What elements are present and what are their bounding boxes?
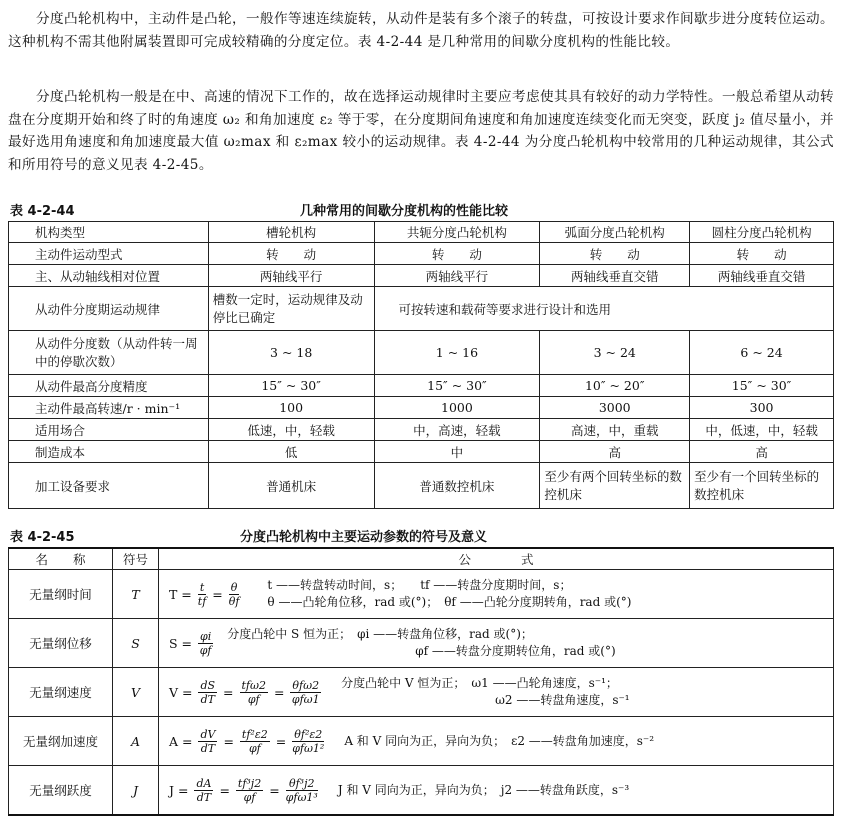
row-label: 加工设备要求 xyxy=(9,463,209,509)
denominator: dT xyxy=(196,790,212,804)
formula-cell xyxy=(159,570,834,619)
denominator: θf xyxy=(228,594,240,608)
fraction xyxy=(229,581,240,608)
table-cell: 中，低速，中，轻载 xyxy=(690,419,834,441)
numerator: θf³j2 xyxy=(286,777,318,791)
table-row xyxy=(9,331,834,375)
table-cell: 槽数一定时，运动规律及动停比已确定 xyxy=(208,287,374,331)
param-symbol: S xyxy=(113,619,159,668)
table-cell: 高速，中，重载 xyxy=(540,419,690,441)
description-line: θ ——凸轮角位移，rad 或(°)； θf ——凸轮分度期转角，rad 或(°) xyxy=(267,595,632,609)
intro-paragraph-1: 分度凸轮机构中，主动件是凸轮，一般作等速连续旋转，从动件是装有多个滚子的转盘，可按设计要求作间歇步进分度转位运动。这种机构不需其他附属装置即可完成较精确的分度定位。表 4-2-44 是几种常用的间歇分度机构的性能比较。 xyxy=(8,11,834,50)
formula-cell xyxy=(159,717,834,766)
numerator: dS xyxy=(200,678,216,692)
fraction xyxy=(236,777,263,804)
formula-description xyxy=(227,626,615,660)
denominator: φf xyxy=(199,643,212,657)
header-cell: 公 式 xyxy=(159,548,834,570)
param-symbol: V xyxy=(113,668,159,717)
description-line: φf ——转盘分度期转位角，rad 或(°) xyxy=(415,644,616,658)
formula-lhs: V = xyxy=(169,684,193,700)
numerator: φi xyxy=(200,629,212,643)
row-label: 制造成本 xyxy=(9,441,209,463)
header-cell: 圆柱分度凸轮机构 xyxy=(690,222,834,243)
table-row xyxy=(9,441,834,463)
formula-lhs: A = xyxy=(169,733,193,749)
numerator: θ xyxy=(229,581,240,595)
table45-title: 分度凸轮机构中主要运动参数的符号及意义 xyxy=(240,530,488,545)
table-cell: 可按转速和载荷等要求进行设计和选用 xyxy=(374,287,833,331)
table-cell: 转 动 xyxy=(540,243,690,265)
fraction xyxy=(240,679,268,706)
table-row xyxy=(9,243,834,265)
table-row xyxy=(9,463,834,509)
formula-description xyxy=(267,577,631,611)
equals-sign: = xyxy=(275,733,287,749)
equals-sign: = xyxy=(212,586,223,602)
numerator: θfω2 xyxy=(292,678,320,692)
header-cell: 槽轮机构 xyxy=(208,222,374,243)
table-cell: 15″ ~ 30″ xyxy=(374,375,540,397)
table-cell: 中，高速，轻载 xyxy=(374,419,540,441)
row-label: 主动件最高转速/r · min⁻¹ xyxy=(9,397,209,419)
table-row xyxy=(9,419,834,441)
table-cell: 低 xyxy=(208,441,374,463)
fraction xyxy=(286,777,318,804)
denominator: φfω1² xyxy=(292,741,325,755)
fraction xyxy=(194,777,213,804)
table-cell: 两轴线垂直交错 xyxy=(540,265,690,287)
description-line: 分度凸轮中 S 恒为正； φi ——转盘角位移，rad 或(°)； xyxy=(227,627,533,641)
param-symbol: T xyxy=(113,570,159,619)
equals-sign: = xyxy=(223,684,234,700)
param-symbol: J xyxy=(113,766,159,816)
table-cell: 100 xyxy=(208,397,374,419)
table-cell: 10″ ~ 20″ xyxy=(540,375,690,397)
table-cell: 6 ~ 24 xyxy=(690,331,834,375)
table-row xyxy=(9,570,834,619)
table-row xyxy=(9,265,834,287)
table-cell: 至少有一个回转坐标的数控机床 xyxy=(690,463,834,509)
table44-title: 几种常用的间歇分度机构的性能比较 xyxy=(300,204,509,219)
denominator: φf xyxy=(248,741,261,755)
table-cell: 300 xyxy=(690,397,834,419)
numerator: t xyxy=(198,581,207,595)
row-label: 从动件分度期运动规律 xyxy=(9,287,209,331)
formula-lhs: J = xyxy=(169,782,189,798)
table-row xyxy=(9,287,834,331)
denominator: φf xyxy=(243,790,256,804)
formula-description xyxy=(344,733,654,750)
table-cell: 低速，中，轻载 xyxy=(208,419,374,441)
table-cell: 1000 xyxy=(374,397,540,419)
description-line: ω2 ——转盘角速度，s⁻¹ xyxy=(495,693,630,707)
comparison-table xyxy=(8,221,834,509)
numerator: θf²ε2 xyxy=(292,728,324,742)
fraction xyxy=(290,679,321,706)
denominator: dT xyxy=(200,692,215,706)
table-cell: 两轴线平行 xyxy=(208,265,374,287)
denominator: φfω1³ xyxy=(285,790,318,804)
table-cell: 高 xyxy=(540,441,690,463)
formula-cell xyxy=(159,766,834,816)
header-cell: 符号 xyxy=(113,548,159,570)
header-cell: 机构类型 xyxy=(9,222,209,243)
formula-description xyxy=(338,782,629,799)
numerator: dV xyxy=(200,727,216,741)
table-row xyxy=(9,668,834,717)
row-label: 主动件运动型式 xyxy=(9,243,209,265)
table-cell: 至少有两个回转坐标的数控机床 xyxy=(540,463,690,509)
param-name: 无量纲加速度 xyxy=(9,717,113,766)
header-cell: 名 称 xyxy=(9,548,113,570)
table-row xyxy=(9,375,834,397)
description-line: J 和 V 同向为正，异向为负； j2 ——转盘角跃度，s⁻³ xyxy=(337,782,630,797)
description-line: 分度凸轮中 V 恒为正； ω1 ——凸轮角速度，s⁻¹； xyxy=(341,676,618,690)
intro-paragraph-2: 分度凸轮机构一般是在中、高速的情况下工作的，故在选择运动规律时主要应考虑使其具有较好的动力学特性。一般总希望从动转盘在分度期开始和终了时的角速度 ω₂ 和角加速度 ε₂ 等于零，在分度期间角速度和角加速度连续变化而无突变，跃度 j₂ 值尽量小，并最好选用角速度和角加速度最大值 ω₂max 和 ε₂max 较小的运动规律。表 4-2-44 为分度凸轮机构中较常用的几种运动规律，其公式和所用符号的意义见表 4-2-45。 xyxy=(8,89,834,173)
formula-lhs: S = xyxy=(169,635,193,651)
param-name: 无量纲时间 xyxy=(9,570,113,619)
table-cell: 1 ~ 16 xyxy=(374,331,540,375)
table45-label: 表 4-2-45 xyxy=(10,530,75,545)
table-header-row xyxy=(9,548,834,570)
table-cell: 15″ ~ 30″ xyxy=(690,375,834,397)
table-cell: 转 动 xyxy=(690,243,834,265)
description-line: A 和 V 同向为正，异向为负； ε2 ——转盘角加速度，s⁻² xyxy=(344,733,655,748)
table-cell: 普通数控机床 xyxy=(374,463,540,509)
row-label: 从动件分度数（从动件转一周中的停歇次数） xyxy=(9,331,209,375)
header-cell: 共轭分度凸轮机构 xyxy=(374,222,540,243)
formula-description xyxy=(341,675,630,709)
table-cell: 两轴线平行 xyxy=(374,265,540,287)
numerator: tf²ε2 xyxy=(241,727,268,741)
equals-sign: = xyxy=(273,684,285,700)
table-cell: 转 动 xyxy=(208,243,374,265)
denominator: tf xyxy=(197,594,207,608)
formula-cell xyxy=(159,668,834,717)
equals-sign: = xyxy=(219,782,230,798)
param-name: 无量纲速度 xyxy=(9,668,113,717)
denominator: dT xyxy=(200,741,216,755)
table-cell: 两轴线垂直交错 xyxy=(690,265,834,287)
fraction xyxy=(292,728,324,755)
param-symbol: A xyxy=(113,717,159,766)
fraction xyxy=(198,630,213,657)
table-row xyxy=(9,619,834,668)
table-cell: 高 xyxy=(690,441,834,463)
row-label: 适用场合 xyxy=(9,419,209,441)
table-cell: 3 ~ 24 xyxy=(540,331,690,375)
table-cell: 转 动 xyxy=(374,243,540,265)
denominator: φf xyxy=(247,692,260,706)
table-cell: 3 ~ 18 xyxy=(208,331,374,375)
formula-lhs: T = xyxy=(169,586,192,602)
param-name: 无量纲位移 xyxy=(9,619,113,668)
table-header-row xyxy=(9,222,834,243)
fraction xyxy=(240,728,270,755)
row-label: 从动件最高分度精度 xyxy=(9,375,209,397)
table-row xyxy=(9,397,834,419)
table-row xyxy=(9,717,834,766)
table44-label: 表 4-2-44 xyxy=(10,204,75,219)
table-cell: 3000 xyxy=(540,397,690,419)
numerator: dA xyxy=(196,776,212,790)
numerator: tf³j2 xyxy=(237,776,262,790)
fraction xyxy=(198,581,207,608)
fraction xyxy=(198,728,217,755)
equals-sign: = xyxy=(223,733,234,749)
header-cell: 弧面分度凸轮机构 xyxy=(540,222,690,243)
table-row xyxy=(9,766,834,816)
table-cell: 普通机床 xyxy=(208,463,374,509)
row-label: 主、从动轴线相对位置 xyxy=(9,265,209,287)
equals-sign: = xyxy=(269,782,280,798)
description-line: t ——转盘转动时间，s； tf ——转盘分度期时间，s； xyxy=(267,578,572,592)
parameter-table xyxy=(8,547,834,816)
numerator: tfω2 xyxy=(241,678,266,692)
denominator: φfω1 xyxy=(291,692,320,706)
param-name: 无量纲跃度 xyxy=(9,766,113,816)
formula-cell xyxy=(159,619,834,668)
table-cell: 15″ ~ 30″ xyxy=(208,375,374,397)
table-cell: 中 xyxy=(374,441,540,463)
fraction xyxy=(198,679,217,706)
